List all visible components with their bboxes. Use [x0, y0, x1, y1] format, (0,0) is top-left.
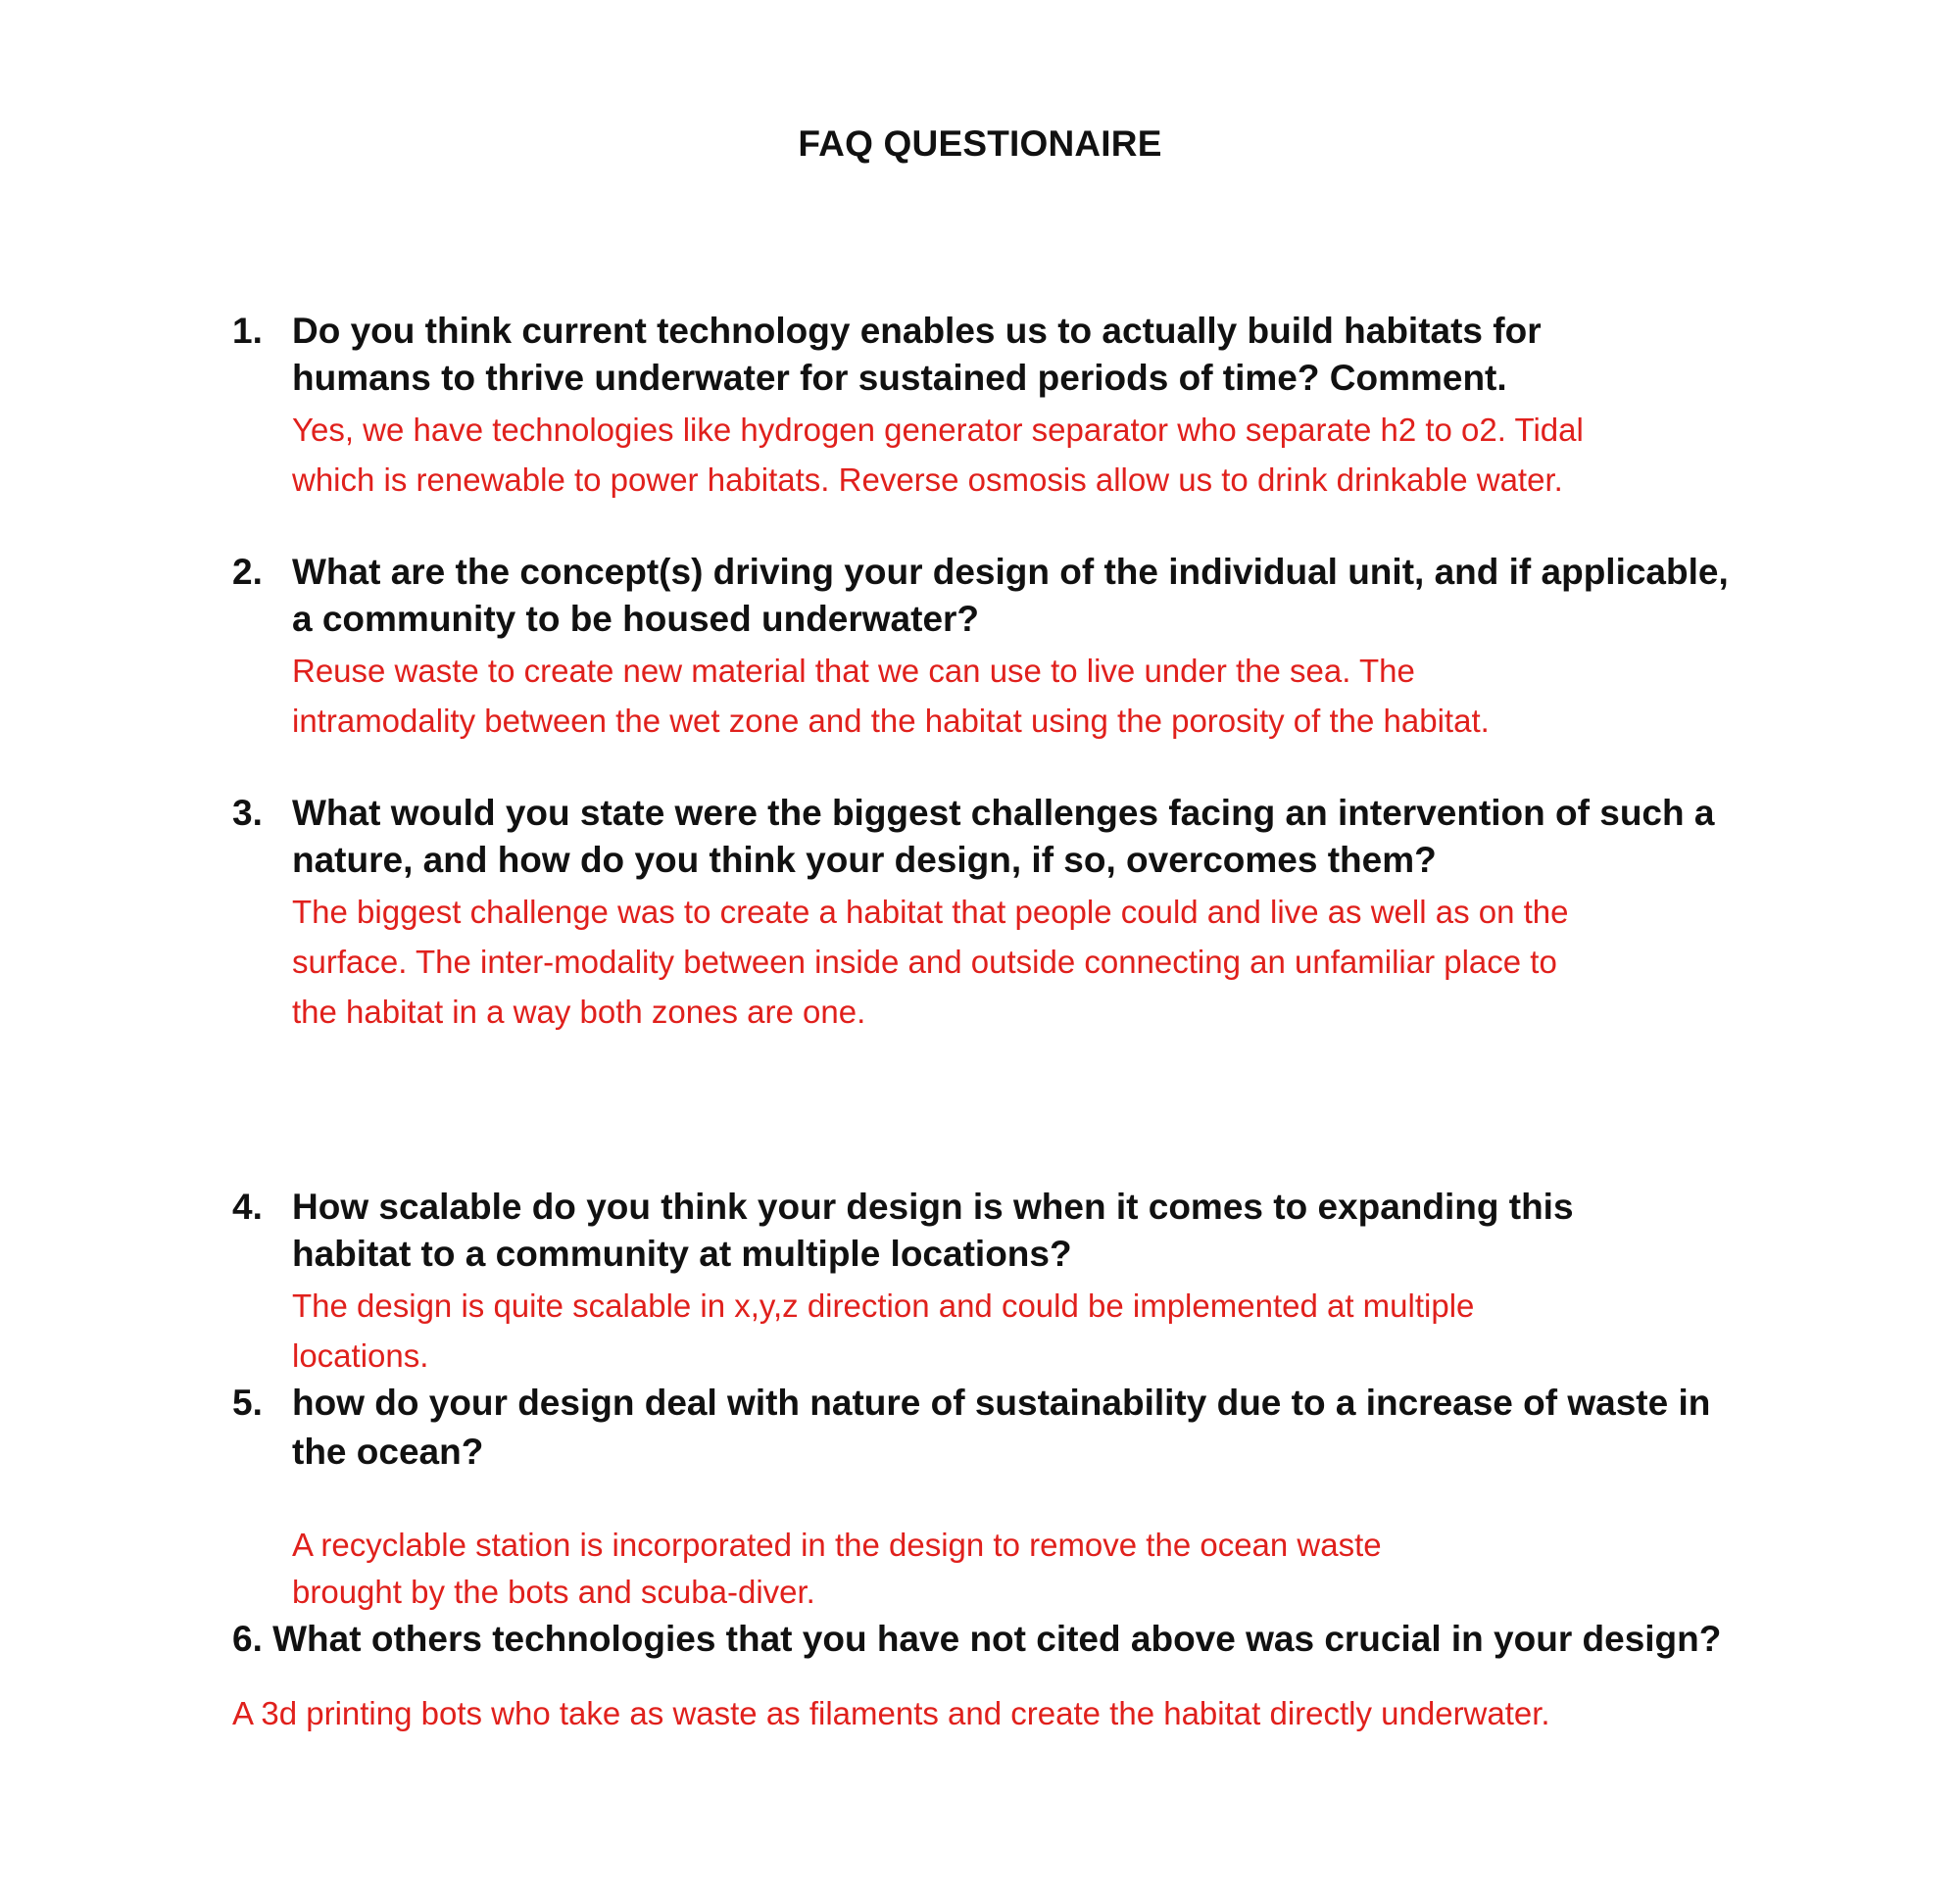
answer-text — [292, 887, 1761, 1037]
answer-line: brought by the bots and scuba-diver. — [292, 1574, 815, 1610]
question-text — [292, 1379, 1761, 1477]
answer-line: the habitat in a way both zones are one. — [292, 994, 866, 1030]
answer-line: surface. The inter-modality between inside and outside connecting an unfamiliar place to — [292, 944, 1557, 980]
answer-line: A recyclable station is incorporated in the design to remove the ocean waste — [292, 1527, 1382, 1563]
question-text — [292, 308, 1761, 402]
question-line: habitat to a community at multiple locations? — [292, 1234, 1072, 1274]
answer-line: Yes, we have technologies like hydrogen generator separator who separate h2 to o2. Tidal — [292, 412, 1584, 448]
question-number: 2. — [232, 552, 263, 592]
question-line: the ocean? — [292, 1432, 484, 1472]
question-text — [292, 549, 1761, 643]
answer-text — [292, 646, 1761, 746]
faq-item-6-question: 6. What others technologies that you have not cited above was crucial in your design? — [232, 1619, 1722, 1659]
answer-line: intramodality between the wet zone and the habitat using the porosity of the habitat. — [292, 703, 1490, 739]
question-number: 5. — [232, 1383, 263, 1423]
question-line: humans to thrive underwater for sustained periods of time? Comment. — [292, 358, 1507, 398]
answer-line: Reuse waste to create new material that we can use to live under the sea. The — [292, 653, 1415, 689]
answer-line: The design is quite scalable in x,y,z direction and could be implemented at multiple — [292, 1288, 1475, 1324]
answer-line: which is renewable to power habitats. Reverse osmosis allow us to drink drinkable water. — [292, 462, 1563, 498]
question-number: 4. — [232, 1187, 263, 1227]
faq-item-2 — [232, 549, 1761, 746]
question-text — [292, 790, 1761, 884]
answer-line: locations. — [292, 1337, 429, 1374]
question-number: 1. — [232, 311, 263, 351]
faq-item-4 — [232, 1184, 1761, 1381]
question-line: a community to be housed underwater? — [292, 599, 980, 639]
question-text — [292, 1184, 1761, 1278]
question-line: What would you state were the biggest challenges facing an intervention of such a — [292, 793, 1715, 833]
question-number: 3. — [232, 793, 263, 833]
faq-item-5 — [232, 1379, 1761, 1616]
answer-line: The biggest challenge was to create a habitat that people could and live as well as on the — [292, 894, 1569, 930]
question-line: nature, and how do you think your design, if so, overcomes them? — [292, 840, 1437, 880]
question-line: How scalable do you think your design is when it comes to expanding this — [292, 1187, 1574, 1227]
answer-text — [292, 1281, 1761, 1381]
faq-item-3 — [232, 790, 1761, 1037]
answer-text — [292, 405, 1761, 505]
faq-item-6-answer: A 3d printing bots who take as waste as filaments and create the habitat directly underwater. — [232, 1695, 1550, 1731]
question-line: how do your design deal with nature of sustainability due to a increase of waste in — [292, 1383, 1711, 1423]
faq-item-1 — [232, 308, 1761, 505]
page-title: FAQ QUESTIONAIRE — [798, 123, 1162, 164]
question-line: Do you think current technology enables us to actually build habitats for — [292, 311, 1542, 351]
question-line: What are the concept(s) driving your design of the individual unit, and if applicable, — [292, 552, 1729, 592]
answer-text — [292, 1522, 1761, 1616]
